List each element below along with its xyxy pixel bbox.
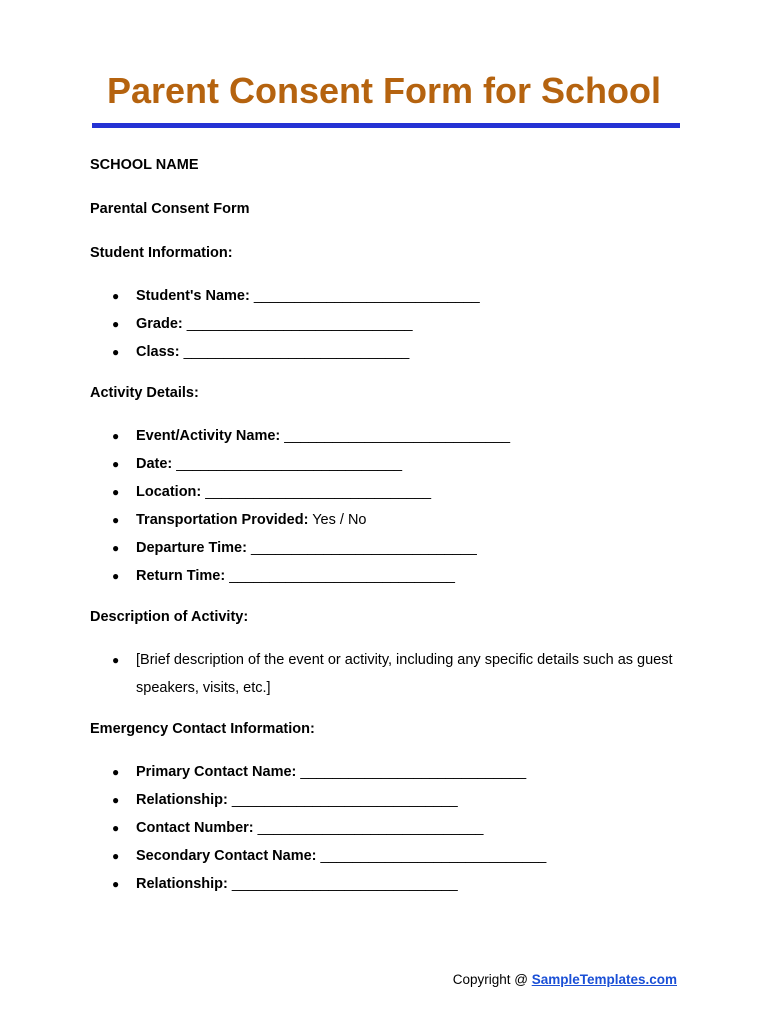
copyright-footer [453, 972, 677, 987]
list-item: ● Location: ____________________________ [90, 478, 690, 506]
activity-list [90, 422, 690, 590]
blank-field[interactable]: ____________________________ [257, 820, 484, 836]
emergency-heading: Emergency Contact Information: [90, 721, 315, 737]
blank-field[interactable]: ____________________________ [186, 316, 413, 332]
list-item: ● Departure Time: ____________________________ [90, 534, 690, 562]
page-title: Parent Consent Form for School [106, 70, 662, 111]
list-item: ● Return Time: ____________________________ [90, 562, 690, 590]
bullet-icon: ● [112, 569, 120, 583]
bullet-icon: ● [112, 877, 120, 891]
activity-heading: Activity Details: [90, 385, 199, 401]
list-item: ● Primary Contact Name: ____________________________ [90, 758, 690, 786]
description-text: [Brief description of the event or activity, including any specific details such as guest speakers, visits, etc.] [136, 652, 673, 696]
list-item: ● Relationship: ____________________________ [90, 870, 690, 898]
bullet-icon: ● [112, 541, 120, 555]
blank-field[interactable]: ____________________________ [320, 848, 547, 864]
list-item: ● Contact Number: ____________________________ [90, 814, 690, 842]
description-list [90, 646, 690, 702]
transport-options[interactable]: Yes / No [312, 512, 367, 528]
bullet-icon: ● [112, 793, 120, 807]
bullet-icon: ● [112, 821, 120, 835]
bullet-icon: ● [112, 513, 120, 527]
bullet-icon: ● [112, 849, 120, 863]
list-item: ● Date: ____________________________ [90, 450, 690, 478]
blank-field[interactable]: ____________________________ [176, 456, 403, 472]
list-item: ● Transportation Provided: Yes / No [90, 506, 690, 534]
blank-field[interactable]: ____________________________ [231, 876, 458, 892]
bullet-icon: ● [112, 429, 120, 443]
blank-field[interactable]: ____________________________ [250, 540, 477, 556]
bullet-icon: ● [112, 345, 120, 359]
blank-field[interactable]: ____________________________ [284, 428, 511, 444]
blank-field[interactable]: ____________________________ [253, 288, 480, 304]
title-divider [92, 123, 680, 128]
blank-field[interactable]: ____________________________ [205, 484, 432, 500]
blank-field[interactable]: ____________________________ [229, 568, 456, 584]
student-info-list [90, 282, 690, 366]
bullet-icon: ● [112, 317, 120, 331]
list-item: ● Secondary Contact Name: ____________________________ [90, 842, 690, 870]
copyright-text: Copyright @ [452, 972, 532, 987]
list-item: ● Event/Activity Name: ____________________________ [90, 422, 690, 450]
list-item: ● Grade: ____________________________ [90, 310, 690, 338]
list-item: ● Class: ____________________________ [90, 338, 690, 366]
blank-field[interactable]: ____________________________ [231, 792, 458, 808]
list-item: ● Student's Name: ____________________________ [90, 282, 690, 310]
bullet-icon: ● [112, 457, 120, 471]
description-heading: Description of Activity: [90, 609, 249, 625]
form-name: Parental Consent Form [90, 201, 250, 217]
bullet-icon: ● [112, 653, 120, 667]
emergency-list [90, 758, 690, 898]
bullet-icon: ● [112, 485, 120, 499]
list-item [90, 646, 690, 702]
bullet-icon: ● [112, 289, 120, 303]
form-body [90, 154, 690, 898]
bullet-icon: ● [112, 765, 120, 779]
student-info-heading: Student Information: [90, 245, 233, 261]
blank-field[interactable]: ____________________________ [183, 344, 410, 360]
sampletemplates-link[interactable]: SampleTemplates.com [531, 972, 677, 987]
blank-field[interactable]: ____________________________ [300, 764, 527, 780]
list-item: ● Relationship: ____________________________ [90, 786, 690, 814]
school-name: SCHOOL NAME [90, 157, 199, 173]
